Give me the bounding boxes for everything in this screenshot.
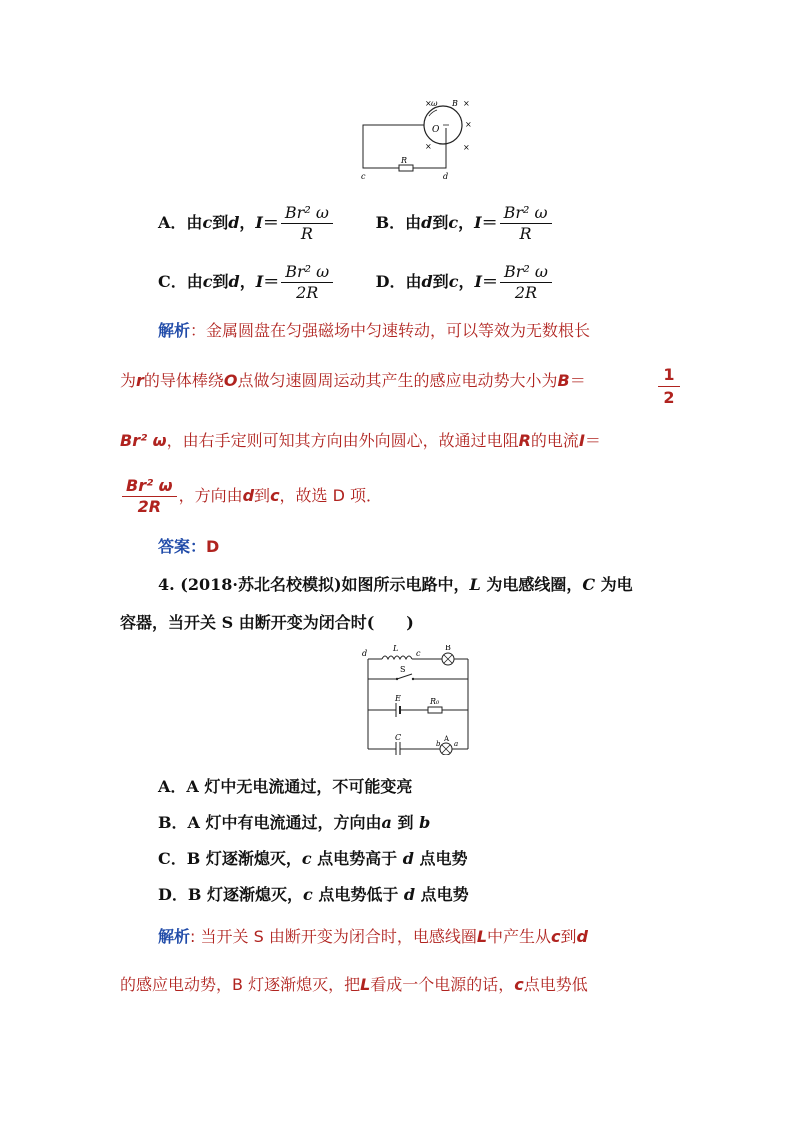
point-d-label: d <box>362 649 368 658</box>
q4-stem-line-1: 4. (2018·苏北名校模拟)如图所示电路中，L 为电感线圈，C 为电 <box>158 575 633 594</box>
q4-analysis-line-1: 解析: 当开关 S 由断开变为闭合时，电感线圈L中产生从c到d <box>158 927 588 946</box>
point-b-label: b <box>436 740 441 748</box>
field-mark: × <box>463 143 470 152</box>
q3-option-d[interactable]: D．由d到c，I＝ $\frac{\text{Br² ω}}{2R}$ <box>376 262 554 303</box>
q4-option-c[interactable]: C．B 灯逐渐熄灭，c 点电势高于 d 点电势 <box>158 849 468 868</box>
wire-left <box>363 125 424 168</box>
answer-value: D <box>206 537 220 556</box>
q3-option-row-2 <box>158 262 554 303</box>
q3-answer <box>158 536 219 558</box>
point-a-label: a <box>454 740 459 748</box>
analysis-label: 解析 <box>158 927 191 946</box>
q3-analysis-line-4: $\frac{\text{Br² ω}}{2R}$ ，方向由d到c，故选 D 项． <box>120 476 382 517</box>
field-b-label: B <box>452 99 458 108</box>
q4-option-b[interactable]: B．A 灯中有电流通过，方向由a 到 b <box>158 813 431 832</box>
q3-option-a[interactable]: A．由c到d，I＝ $\frac{\text{Br² ω}}{R}$ <box>158 203 370 244</box>
resistor-r-label: R <box>401 156 408 165</box>
battery-e-label: E <box>395 694 401 703</box>
resistor-r0 <box>428 707 442 713</box>
field-mark: × <box>425 142 432 151</box>
inductor-circuit-figure <box>360 645 475 755</box>
point-c-label: c <box>361 172 366 181</box>
q3-analysis-line-1: 解析：金属圆盘在匀强磁场中匀速转动，可以等效为无数根长 <box>158 321 591 340</box>
analysis-label: 解析 <box>158 321 191 340</box>
field-mark: × <box>425 99 432 108</box>
point-c-label: c <box>416 649 421 658</box>
q3-option-c[interactable]: C．由c到d，I＝ $\frac{\text{Br² ω}}{2R}$ <box>158 262 370 303</box>
q3-analysis-line-3: Br² ω，由右手定则可知其方向由外向圆心，故通过电阻R的电流I＝ <box>120 431 601 450</box>
field-mark: × <box>465 120 472 129</box>
q4-option-a[interactable]: A．A 灯中无电流通过，不可能变亮 <box>158 777 413 796</box>
q3-half-fraction: 1 2 <box>658 364 680 409</box>
lamp-a-label: A <box>444 735 450 743</box>
disk-circuit-figure <box>355 94 480 184</box>
answer-label: 答案： <box>158 537 207 556</box>
omega-label: ω <box>431 99 438 108</box>
lamp-b-label: B <box>445 645 451 652</box>
q3-option-b[interactable]: B．由d到c，I＝ $\frac{\text{Br² ω}}{R}$ <box>376 203 554 244</box>
inductor-l-label: L <box>393 645 399 653</box>
resistor-r <box>399 165 413 171</box>
point-d-label: d <box>443 172 449 181</box>
capacitor-c-label: C <box>395 733 402 742</box>
q4-analysis-line-2: 的感应电动势，B 灯逐渐熄灭，把L看成一个电源的话，c点电势低 <box>120 975 588 994</box>
center-o-label: O <box>432 125 440 135</box>
q4-option-d[interactable]: D．B 灯逐渐熄灭，c 点电势低于 d 点电势 <box>158 885 469 904</box>
resistor-r0-label: R₀ <box>430 697 440 706</box>
field-mark: × <box>463 99 470 108</box>
switch-s-label: S <box>400 665 406 674</box>
q4-stem-line-2: 容器，当开关 S 由断开变为闭合时( ) <box>120 613 414 632</box>
q3-option-row-1 <box>158 203 554 244</box>
q3-analysis-line-2: 为r的导体棒绕O点做匀速圆周运动其产生的感应电动势大小为B＝ <box>120 371 586 390</box>
inductor-coil <box>382 656 412 659</box>
switch-s <box>397 674 412 679</box>
